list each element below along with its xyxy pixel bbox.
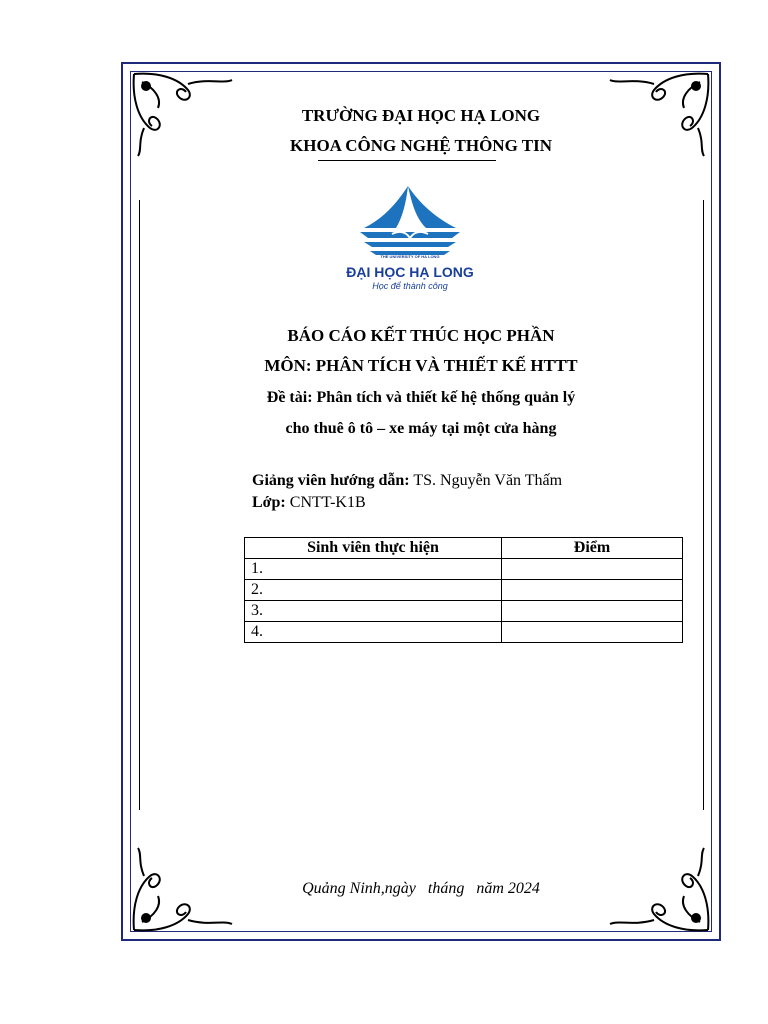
topic-line-1: Đề tài: Phân tích và thiết kế hệ thống quản lý [266,389,576,406]
student-cell[interactable]: 1. [245,559,502,580]
class-value: CNTT-K1B [289,494,366,511]
advisor-line [252,472,562,490]
ship-emblem-icon [340,182,480,262]
class-line [252,494,366,512]
university-logo [340,182,480,294]
subject-title: MÔN: PHÂN TÍCH VÀ THIẾT KẾ HTTT [264,356,578,375]
university-name: TRƯỜNG ĐẠI HỌC HẠ LONG [301,106,541,125]
right-decor-line [703,200,704,810]
faculty-underline [318,160,496,161]
place-date-text: Quảng Ninh,ngày tháng năm 2024 [302,880,540,897]
topic-line-2: cho thuê ô tô – xe máy tại một cửa hàng [285,420,557,437]
table-row [245,580,683,601]
score-cell[interactable] [502,559,683,580]
table-row [245,559,683,580]
table-row [245,601,683,622]
score-cell[interactable] [502,622,683,643]
student-cell[interactable]: 4. [245,622,502,643]
score-cell[interactable] [502,580,683,601]
student-cell[interactable]: 2. [245,580,502,601]
place-date [121,880,721,898]
advisor-value: TS. Nguyễn Văn Thấm [413,472,563,489]
table-header-score: Điểm [502,538,683,559]
advisor-label: Giảng viên hướng dẫn: [252,472,410,489]
student-table [244,537,683,643]
logo-motto: Học để thành công [372,281,448,291]
logo-name: ĐẠI HỌC HẠ LONG [346,264,474,280]
class-label: Lớp: [252,494,286,511]
table-header-row [245,538,683,559]
score-cell[interactable] [502,601,683,622]
faculty-name: KHOA CÔNG NGHỆ THÔNG TIN [290,136,552,155]
student-cell[interactable]: 3. [245,601,502,622]
table-row [245,622,683,643]
table-header-students: Sinh viên thực hiện [245,538,502,559]
logo-tagline: THE UNIVERSITY OF HA LONG [380,254,440,259]
left-decor-line [139,200,140,810]
report-title: BÁO CÁO KẾT THÚC HỌC PHẦN [287,326,555,345]
